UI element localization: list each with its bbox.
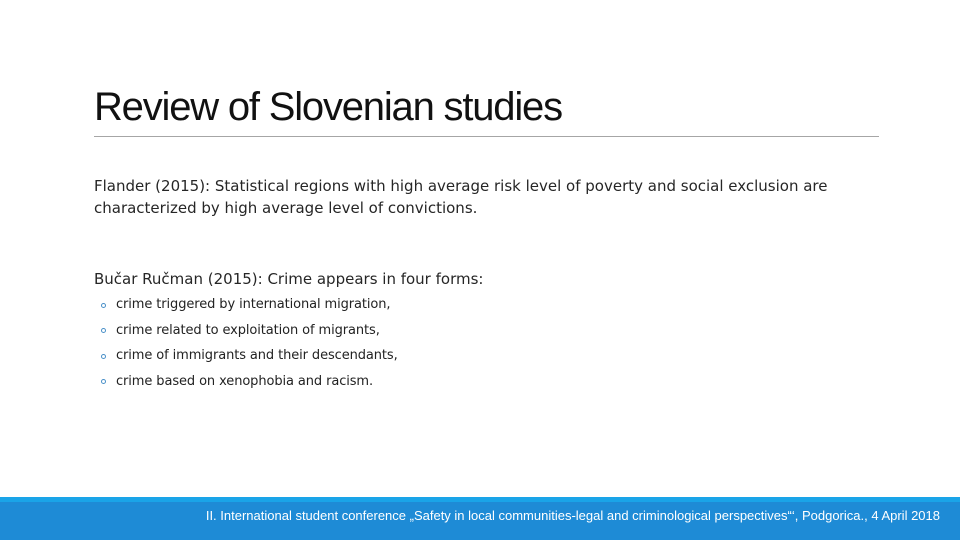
circle-bullet-icon xyxy=(101,303,106,308)
list-item-text: crime related to exploitation of migrants, xyxy=(116,322,380,338)
list-item-text: crime triggered by international migration, xyxy=(116,297,391,313)
list-item-text: crime of immigrants and their descendants, xyxy=(116,348,398,364)
list-item xyxy=(101,292,398,318)
paragraph-flander: Flander (2015): Statistical regions with high average risk level of poverty and social exclusion are characterized by high average level of convictions. xyxy=(94,177,828,217)
circle-bullet-icon xyxy=(101,379,106,384)
list-item xyxy=(101,369,398,395)
list-item xyxy=(101,343,398,369)
list-item-text: crime based on xenophobia and racism. xyxy=(116,373,374,389)
title-divider xyxy=(94,136,879,137)
paragraph-bucar-rucman: Bučar Ručman (2015): Crime appears in four forms: xyxy=(94,270,484,288)
circle-bullet-icon xyxy=(101,328,106,333)
circle-bullet-icon xyxy=(101,354,106,359)
slide-title: Review of Slovenian studies xyxy=(94,85,562,129)
footer-accent-strip xyxy=(0,497,960,502)
list-item xyxy=(101,318,398,344)
footer-band xyxy=(0,497,960,540)
crime-forms-list xyxy=(101,292,398,394)
footer-text: II. International student conference „Safety in local communities-legal and criminological perspectives“‘, Podgorica., 4 April 2018 xyxy=(205,508,940,523)
